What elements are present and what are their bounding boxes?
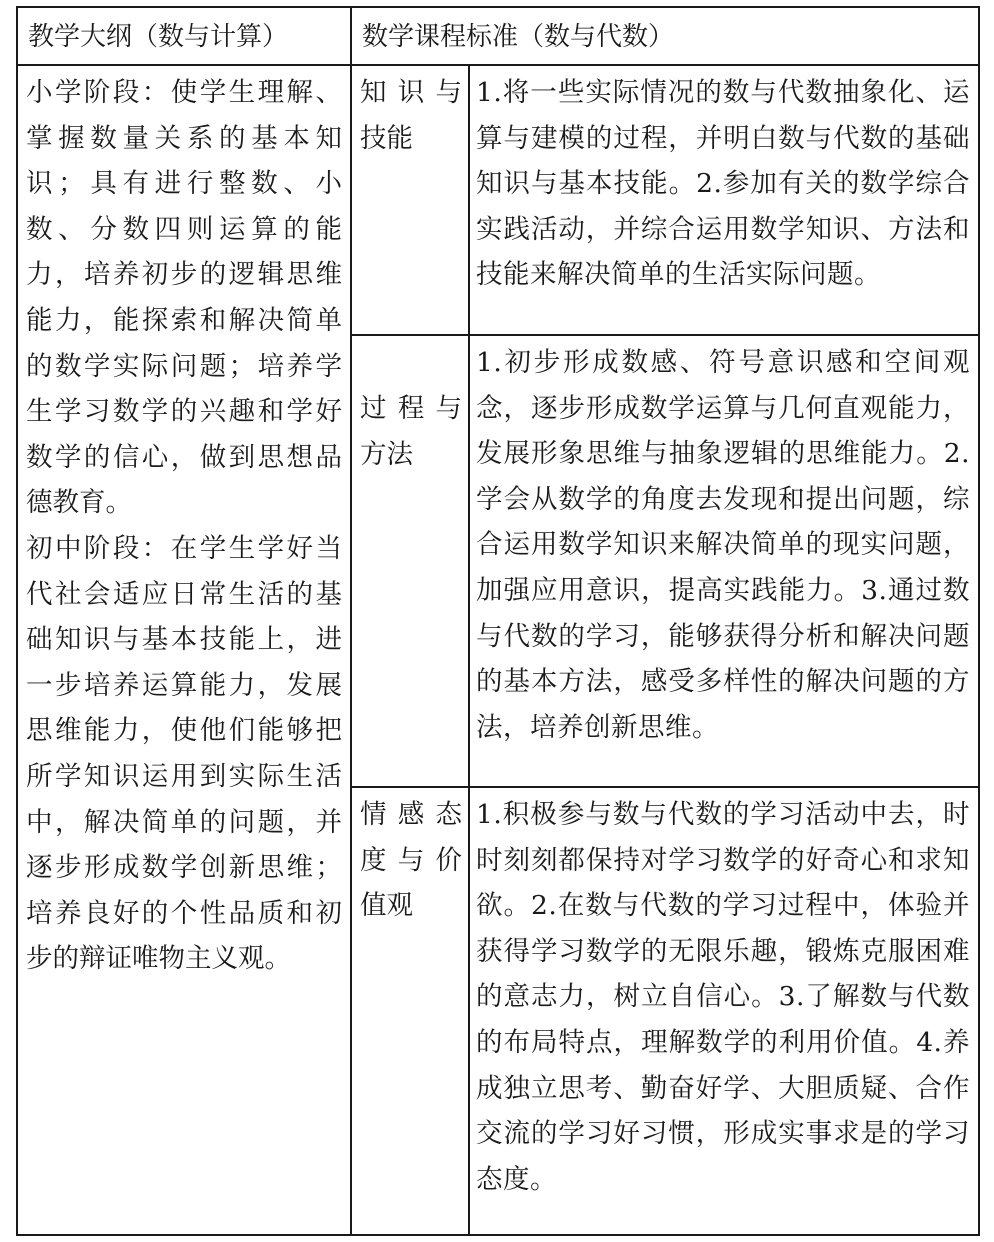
header-right-text: 数学课程标准（数与代数） xyxy=(362,22,675,52)
row-label-text: 知识与技能 xyxy=(360,77,462,154)
header-right xyxy=(352,8,978,64)
row-content-text: 1.将一些实际情况的数与代数抽象化、运算与建模的过程，并明白数与代数的基础知识与基本技能。2.参加有关的数学综合实践活动，并综合运用数学知识、方法和技能来解决简单的生活实际问题。 xyxy=(476,77,970,291)
row-label-attitude xyxy=(352,788,468,1234)
curriculum-comparison-table xyxy=(16,6,980,1236)
row-label-text: 过程与方法 xyxy=(360,393,462,470)
row-label-knowledge xyxy=(352,66,468,334)
row-content-knowledge xyxy=(470,66,978,334)
row-content-text: 1.积极参与数与代数的学习活动中去，时时刻刻都保持对学习数学的好奇心和求知欲。2.在数与代数的学习过程中，体验并获得学习数学的无限乐趣，锻炼克服困难的意志力，树立自信心。3.了解数与代数的布局特点，理解数学的利用价值。4.养成独立思考、勤奋好学、大胆质疑、合作交流的学习好习惯，形成实事求是的学习态度。 xyxy=(476,799,970,1195)
header-left-text: 教学大纲（数与计算） xyxy=(28,22,289,52)
junior-stage-text: 初中阶段：在学生学好当代社会适应日常生活的基础知识与基本技能上，进一步培养运算能力，发展思维能力，使他们能够把所学知识运用到实际生活中，解决简单的问题，并逐步形成数学创新思维；培养良好的个性品质和初步的辩证唯物主义观。 xyxy=(26,532,342,975)
primary-stage-text: 小学阶段：使学生理解、掌握数量关系的基本知识；具有进行整数、小数、分数四则运算的能力，培养初步的逻辑思维能力，能探索和解决简单的数学实际问题；培养学生学习数学的兴趣和学好数学的信心，做到思想品德教育。 xyxy=(26,77,342,519)
syllabus-column xyxy=(18,66,350,1234)
row-content-text: 1.初步形成数感、符号意识感和空间观念，逐步形成数学运算与几何直观能力，发展形象思维与抽象逻辑的思维能力。2.学会从数学的角度去发现和提出问题，综合运用数学知识来解决简单的现实问题，加强应用意识，提高实践能力。3.通过数与代数的学习，能够获得分析和解决问题的基本方法，感受多样性的解决问题的方法，培养创新思维。 xyxy=(476,347,970,743)
row-label-process xyxy=(352,336,468,786)
row-content-attitude xyxy=(470,788,978,1234)
row-label-text: 情感态度与价值观 xyxy=(360,799,462,922)
header-left xyxy=(18,8,350,64)
row-content-process xyxy=(470,336,978,786)
